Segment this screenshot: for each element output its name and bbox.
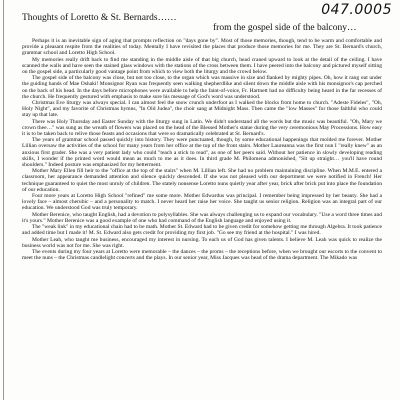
paragraph-5: There was Holy Thursday and Easter Sunday with the liturgy sung in Latin. We didn't understand all the words but the music was beautiful. "Oh, Mary we crown thee…" was sung as the wreath of flowers was placed on the head of the Blessed Mother's statue during the very ceremonious May Processions. How easy it is to be taken back to relive those feasts and occasions that were so dramatically celebrated at St. Bernard's. (22, 118, 382, 138)
document-subtitle: from the gospel side of the balcony… (213, 23, 357, 33)
paragraph-7: Mother Mary Ellen fill heir to the "office at the top of the stairs" when M. Lillian left. She had no problem maintaining discipline. When M.M.E. entered a classroom, her appearance demanded attention and silence quickly descended. If she was not pleased with our deportment we were notified in French! Her technique guaranteed to quiet the most unruly of children. The stately nonsense Loretto nuns quietly year after year, brick after brick put into place the foundation of our education. (22, 168, 382, 193)
paragraph-12: The events during my four years at Loretto were memorable – the dances – the proms – the receptions before, when we brought our escorts to the convent to meet the nuns – the Christmas candlelight concerts and the plays. In our senior year, Miss Jacques was head of the drama department. The Mikado was (22, 248, 382, 262)
scan-edge-line (3, 0, 4, 400)
paragraph-1: Perhaps it is an inevitable sign of aging that prompts reflection on "days gone by". Most of those memories, though, tend to be warm and comfortable and provide a pleasant respite from the realities of today. Mentally I have revisited the places that produce those memories for me. They are St. Bernard's church, grammar school and Loretto High School. (22, 38, 382, 57)
handwritten-document-number: 047.0005 (321, 2, 392, 18)
paragraph-10: The "weak link" in my educational chain had to be math. Mother St. Edward had to be given credit for somehow getting me through Algebra. It took patience and added time but I made it! M. St. Edward also gets credit for providing my first job. "Go see my friend at the hospital." I was hired. (22, 224, 382, 237)
paragraph-9: Mother Berenice, who taught English, had a devotion to polysyllables. She was always challenging us to expand our vocabulary. "Use a word three times and it's yours." Mother Berenice was a good example of one who had command of the English language and enjoyed using it. (22, 211, 382, 224)
document-title: Thoughts of Loretto & St. Bernards…… (22, 13, 177, 23)
paragraph-2: My memories really drift back to find me standing in the middle aisle of that big church, head craned upward to look at the detail of the ceiling. I have scanned the walls and have seen the stained glass windows with the stations of the cross between them. I have peered into the balcony and pictured myself sitting on the gospel side, a particularly good vantage point from which to view both the liturgy and the crowd below. (22, 56, 382, 76)
paragraph-8: Four more years at Loretto High School "refined" me some more. Mother Edwardus was principal. I remember being impressed by her beauty. She had a lovely face – almost cherubic – and a personality to match. I never heard her raise her voice. She taught us senior religion. Religion was an integral part of our education. We understood God was truly temporary. (22, 193, 382, 212)
paragraph-6: The years of grammar school passed quickly into history. They were punctuated, though, by some educational happenings that molded me forever. Mother Lillian oversaw the activities of the school for many years from her office at the top of the front stairs. Mother Laureanna was the first nun I "really knew" as an anxious first grader. She was a very patient lady who could "teach a stick to read", as one of her peers said. Without her patience in slowly developing reading skills, I wonder if the printed word would mean as much to me as it does. In third grade M. Philomena admonished, "Sit up straight… you'll have round shoulders." Indeed posture was emphasized for my betterment. (22, 137, 382, 169)
paragraph-11: Mother Leah, who taught me business, encouraged my interest in nursing. To each us of God has given talents. I believe M. Leah was quick to realize the business world was not for me. She was right. (22, 236, 382, 249)
paragraph-4: Christmas Eve liturgy was always special. I can almost feel the snow crunch underfoot as I walked the blocks from home to church. "Adeste Fideles", "Oh, Holy Night", and my favorite of Christmas hymns, "In Old Judea", the choir sang at Midnight Mass. Then came the "low Masses" for those faithful who could stay up that late. (22, 100, 382, 119)
document-body (22, 38, 382, 398)
paragraph-3: The gospel side of the balcony was close, but not too close, to the organ which was massive in size and flanked by mighty pipes. Oh, how it rang out under the guiding hands of Mae Oshaki! Monsignor Ryan was frequently seen walking shepherdlike and silent down the middle aisle with his monsignor's cap perched on the back of his head. In the days before microphones were available to help the faint-of-voice, Fr. Hartnett had no difficulty being heard in the far recesses of the church. He frequently gestured with emphasis to make sure his message of God's word was understood. (22, 75, 382, 100)
